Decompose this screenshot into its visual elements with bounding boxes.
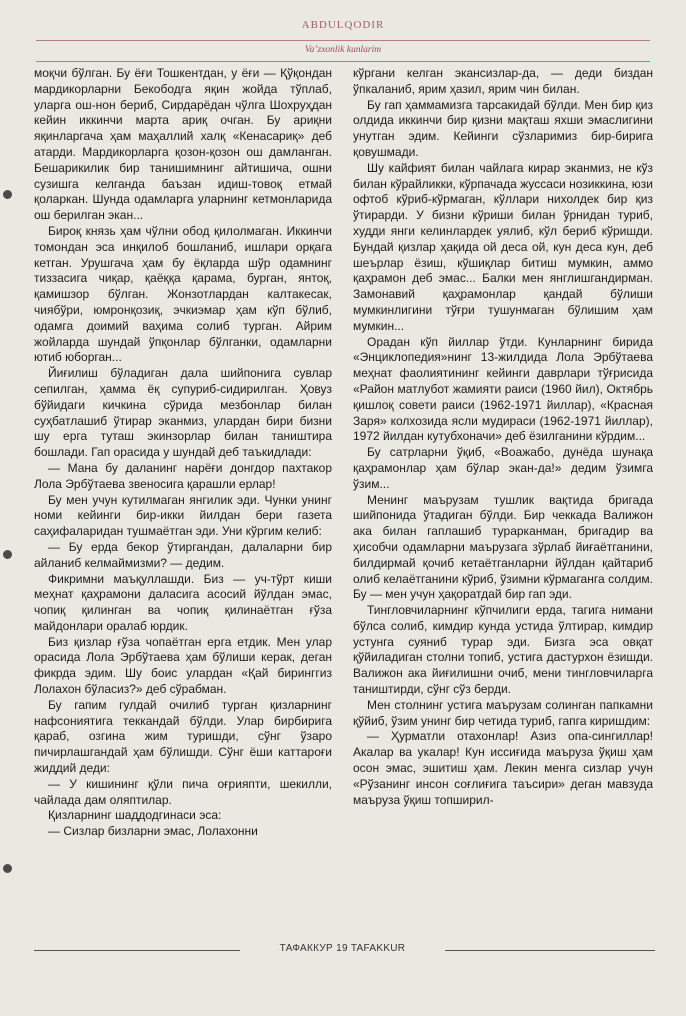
punch-hole [3,864,12,873]
paragraph: Мен столнинг устига маърузам солинган папкамни қўйиб, ўзим унинг бир четида туриб, гапга киришдим: [353,697,653,728]
punch-hole [3,550,12,559]
header-rule [36,61,650,62]
footer-rule [445,950,655,951]
text-column-left [34,66,332,936]
paragraph: Бироқ князь ҳам чўлни обод қилолмаган. Иккинчи томондан эса инқилоб бошланиб, ишлари орқага кетган. Урушгача ҳам бу ёқларда шўр одамнинг тиззасига чиқар, қаёққа қарама, бурган, янтоқ, қамишзор бўлган. Жонзотлардан калтакесак, чиябўри, юмронқозиқ, эчкиэмар ҳам кўп бўлиб, одамга доимий ваҳима солиб турган. Айрим жойларда шундай ўпқонлар бўлганки, одамларни ютиб юборган... [34,223,332,365]
paragraph: Бу сатрларни ўқиб, «Воажабо, дунёда шунақа қаҳрамонлар ҳам бўлар экан-да!» дедим ўзимга ўзим... [353,445,653,491]
paragraph: Йиғилиш бўладиган дала шийпонига сувлар сепилган, ҳамма ёқ супуриб-сидирилган. Ҳовуз бўйидаги кичкина сўрида мезбонлар билан суҳбатлашиб ўтирар эканмиз, улардан бири бизни шу ерга туташ экинзорлар билан таништира бошлади. Гап орасида у шундай деб таъкидлади: [34,366,332,460]
paragraph: Бу мен учун кутилмаган янгилик эди. Чунки унинг номи кейинги бир-икки йилдан бери газета саҳифаларидан тушмаётган эди. Уни кўргим келиб: [34,492,332,539]
footer-rule [34,950,240,951]
paragraph: Бу гапим гулдай очилиб турган қизларнинг нафсониятига теккандай бўлди. Улар бирбирига қараб, озгина жим туришди, сўнг ўзаро пичирлашгандай ҳам бўлишди. Сўнг ёши каттароғи жиддий деди: [34,697,332,776]
text-column-right [353,66,653,936]
punch-hole [3,190,12,199]
paragraph: Орадан кўп йиллар ўтди. Кунларнинг бирида «Энциклопедия»нинг 13-жилдида Лола Эрбўтаева меҳнат фаолиятининг кейинги даврлари тўғрисида «Район матлубот жамияти раиси (1960 йил), Октябрь қишлоқ совети раиси (1962-1971 йиллар), «Красная Заря» колхозида ясли мудираси (1962-1971 йиллар), 1972 йилдан кутубхоначи» деб ёзилганини кўрдим... [353,334,653,444]
page-footer: ТАФАККУР 19 TAFAKKUR [279,943,406,954]
paragraph: кўргани келган экансизлар-да, — деди биздан ўпкаланиб, ярим ҳазил, ярим чин билан. [353,66,653,96]
header-rule [36,40,650,41]
paragraph: Фикримни маъқуллашди. Биз — уч-тўрт киши меҳнат қаҳрамони даласига асосий йўлдан эмас, чопиқ қилинган ва чопиқ қилинаётган ғўза майдонлари оралаб юрдик. [34,571,332,633]
paragraph: — Мана бу даланинг нарёғи донгдор пахтакор Лола Эрбўтаева звеносига қарашли ерлар! [34,460,332,491]
running-header-section: Va’zxonlik kunlarim [304,45,382,55]
paragraph: Шу кайфият билан чайлага кирар эканмиз, не кўз билан кўрайликки, кўрпачада жуссаси нозиккина, юзи офтоб кўриб-кўрмаган, кўллари нихолдек бир қиз ўтирарди. У бизни кўриши билан ўрнидан туриб, худди янги келинлардек уялиб, кўл бериб кўришди. Бундай қизлар ҳақида ой деса ой, кун деса кун, деб шеърлар ёзиш, кўшиқлар битиш мумкин, аммо қаҳрамон деб эмас... Балки мен янглишгандирман. Замонавий қаҳрамонлар қандай бўлиши мумкинлигини тўғри тушунмаган бўлишим ҳам мумкин... [353,160,653,333]
paragraph: Биз қизлар ғўза чопаётган ерга етдик. Мен улар орасида Лола Эрбўтаева ҳам бўлиши керак, деган фикрда эдим. Шу боис улардан «Қай биринггиз Лолахон бўласиз?» деб сўрабман. [34,634,332,697]
paragraph: — Сизлар бизларни эмас, Лолахонни [48,824,258,839]
paragraph: — Ҳурматли отахонлар! Азиз опа-сингиллар! Акалар ва укалар! Кун иссиғида маъруза ўқиш ҳам осон эмас, эшитиш ҳам. Лекин менга сизлар учун «Рўзанинг инсон соғлиғига таъсири» деган мавзуда маъруза ўқиш топширил- [353,729,653,807]
paragraph: Бу гап ҳаммамизга тарсакидай бўлди. Мен бир қиз олдида иккинчи бир қизни мақташ яхши эмаслигини унутган эдим. Кейинги сўзларимиз бир-бирига қовушмади. [353,97,653,159]
paragraph: Тингловчиларнинг кўпчилиги ерда, тагига нимани бўлса солиб, кимдир кунда устида ўлтирар, кимдир устунга суяниб турар эди. Бизга эса овқат қўйиладиган столни топиб, устига дастурхон ёзишди. Валижон ака йиғилишни очиб, мени тингловчиларга таништирди, сўнг сўз берди. [353,603,653,697]
paragraph: Менинг маърузам тушлик вақтида бригада шийпонида ўтадиган бўлди. Бир чеккада Валижон ака билан гаплашиб турарканман, бригадир ва ҳисобчи одамларни маърузага зўрлаб йиғаётганини, билдирмай қочиб кетаётганларни йўлдан қайтариб олиб келаётганини кўриб, ўзимни кўрмаганга солдим. Бу — мен учун ҳақоратдай бир гап эди. [353,492,653,602]
paragraph: — У кишининг қўли пича оғрияпти, шекилли, чайлада дам оляптилар. [34,776,332,807]
running-header-author: ABDULQODIR [301,19,385,31]
paragraph: Қизларнинг шаддодгинаси эса: [48,808,222,823]
paragraph: — Бу ерда бекор ўтиргандан, далаларни бир айланиб келмаймизми? — дедим. [34,539,332,570]
paragraph: моқчи бўлган. Бу ёғи Тошкентдан, у ёғи — Қўқондан мардикорларни Бекободга яқин жойда тўплаб, уларга ош-нон бериб, Сирдарёдан чўлга Шохруҳдан кейин иккинчи марта ариқ очган. Бу ариқни яқинларгача ҳам маҳаллий халқ «Кенасариқ» деб атарди. Мардикорларга қозон-қозон ош дамланган. Бешарикилик бир танишимнинг айтишича, ошни сузишга келганда баъзан идиш-товоқ етмай қоларкан. Шунда одамларга уларнинг кетмонларида ош берилган экан... [34,66,332,223]
